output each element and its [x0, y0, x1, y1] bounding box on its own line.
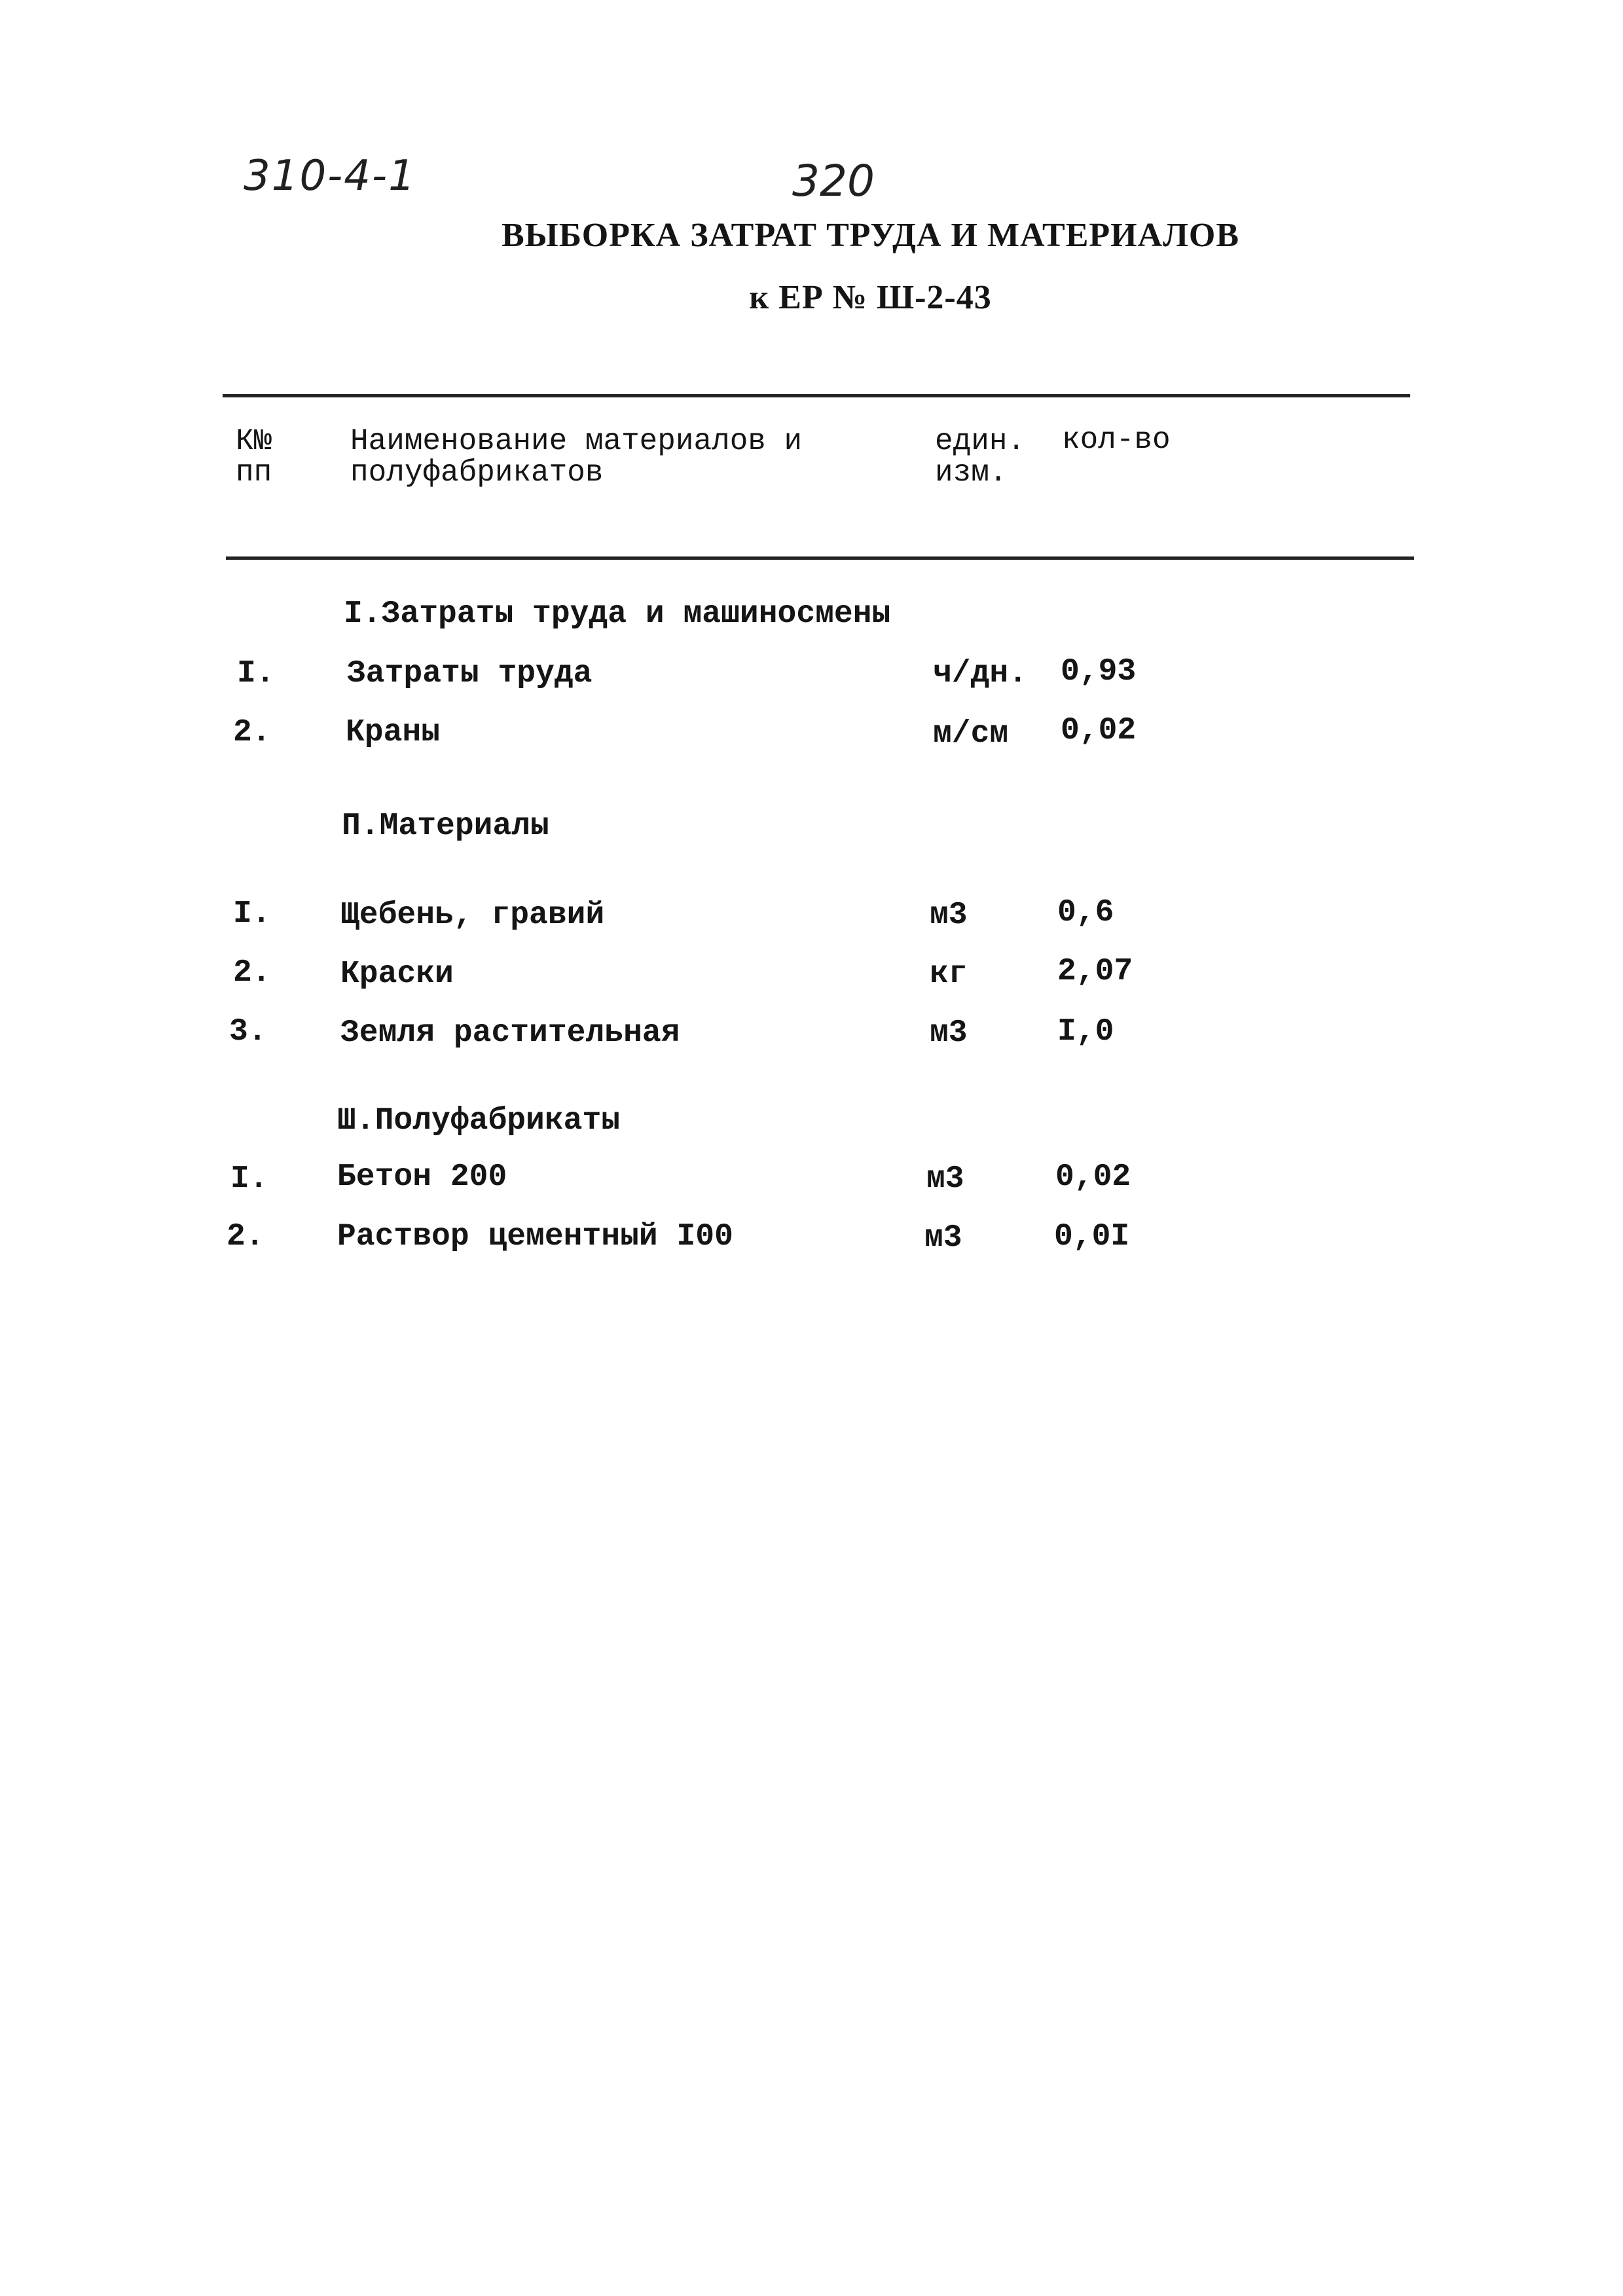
row-number: 2. — [233, 715, 271, 750]
row-number: 2. — [233, 955, 271, 991]
row-name: Краны — [346, 715, 441, 750]
row-quantity: 2,07 — [1057, 954, 1133, 989]
row-quantity: 0,02 — [1055, 1159, 1131, 1195]
table-header-rule — [226, 556, 1414, 560]
row-quantity: 0,02 — [1061, 713, 1137, 748]
document-subtitle: к ЕР № Ш-2-43 — [749, 279, 992, 316]
page-number: 320 — [792, 156, 875, 206]
row-name: Щебень, гравий — [340, 898, 605, 933]
column-header-quantity: кол-во — [1062, 423, 1171, 457]
row-name: Раствор цементный I00 — [337, 1219, 733, 1254]
column-header-unit: един. изм. — [935, 424, 1026, 490]
row-number: 3. — [229, 1014, 267, 1049]
row-quantity: 0,93 — [1061, 654, 1137, 689]
row-quantity: 0,6 — [1057, 895, 1114, 930]
row-unit: ч/дн. — [933, 656, 1028, 691]
row-name: Затраты труда — [347, 656, 593, 691]
row-unit: м3 — [930, 898, 968, 933]
row-name: Земля растительная — [340, 1015, 680, 1051]
section-title: I.Затраты труда и машиносмены — [344, 596, 891, 632]
row-quantity: 0,0I — [1054, 1219, 1130, 1254]
row-unit: м3 — [926, 1161, 964, 1197]
document-code: 310-4-1 — [244, 152, 416, 200]
column-header-number: К№ пп — [236, 424, 272, 490]
row-number: I. — [237, 656, 275, 691]
section-title: Ш.Полуфабрикаты — [337, 1103, 621, 1139]
row-unit: м/см — [933, 716, 1009, 752]
row-number: 2. — [227, 1219, 264, 1254]
row-number: I. — [233, 896, 271, 932]
row-name: Краски — [340, 957, 454, 992]
row-unit: м3 — [924, 1220, 962, 1256]
row-unit: м3 — [930, 1015, 968, 1051]
row-unit: кг — [930, 957, 968, 992]
row-number: I. — [230, 1161, 268, 1197]
column-header-name: Наименование материалов и полуфабрикатов — [350, 424, 803, 490]
table-top-rule — [223, 394, 1410, 397]
row-name: Бетон 200 — [337, 1159, 507, 1195]
document-title: ВЫБОРКА ЗАТРАТ ТРУДА И МАТЕРИАЛОВ — [501, 217, 1240, 254]
section-title: П.Материалы — [342, 809, 549, 844]
row-quantity: I,0 — [1057, 1014, 1114, 1049]
